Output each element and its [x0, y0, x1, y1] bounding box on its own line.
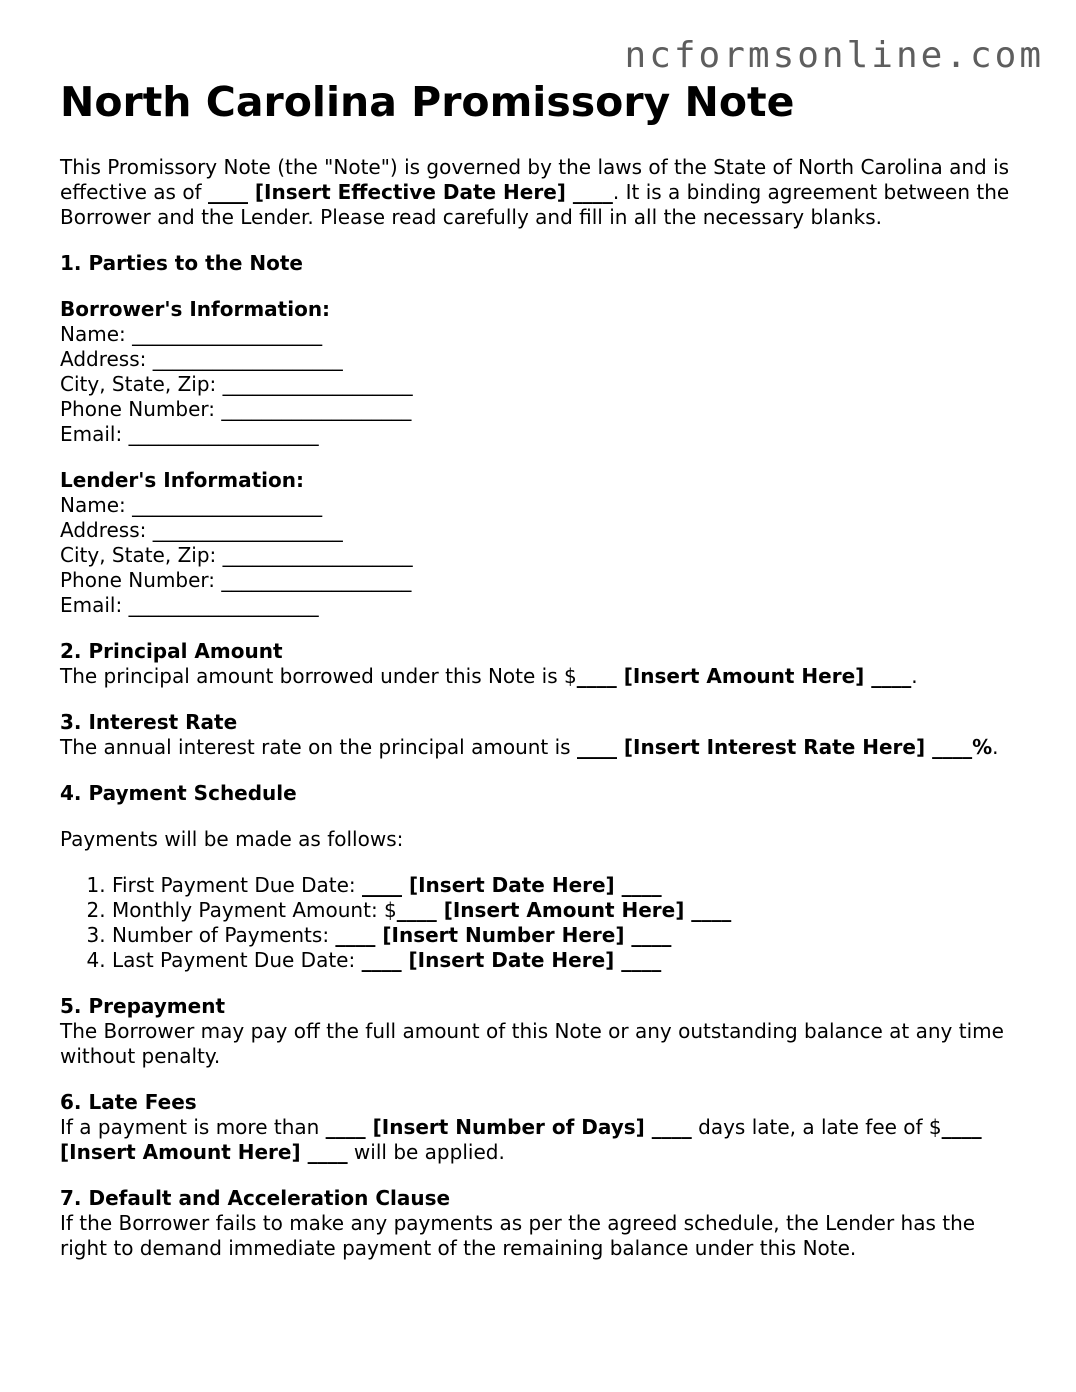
lender-phone-field: Phone Number: ___________________ — [60, 568, 412, 592]
principal-end: . — [911, 664, 918, 688]
late-fees-text-2: days late, a late fee of $ — [691, 1115, 942, 1139]
section-1-heading: 1. Parties to the Note — [60, 251, 303, 275]
effective-date-blank: ____ [Insert Effective Date Here] ____ — [207, 180, 613, 204]
list-item — [112, 948, 1020, 973]
lender-heading: Lender's Information: — [60, 468, 304, 492]
section-5-heading: 5. Prepayment — [60, 994, 225, 1018]
late-days-blank: ____ [Insert Number of Days] ____ — [325, 1115, 692, 1139]
lender-email-field: Email: ___________________ — [60, 593, 319, 617]
list-item — [112, 923, 1020, 948]
monthly-payment-label: Monthly Payment Amount: $ — [112, 898, 397, 922]
section-4-heading: 4. Payment Schedule — [60, 781, 297, 805]
borrower-heading: Borrower's Information: — [60, 297, 331, 321]
principal-text: The principal amount borrowed under this Note is $ — [60, 664, 577, 688]
payment-list — [60, 873, 1020, 973]
first-payment-date-blank: ____ [Insert Date Here] ____ — [362, 873, 662, 897]
first-payment-label: First Payment Due Date: — [112, 873, 362, 897]
borrower-city-state-zip-field: City, State, Zip: ___________________ — [60, 372, 413, 396]
lender-address-field: Address: ___________________ — [60, 518, 343, 542]
default-paragraph: If the Borrower fails to make any payments as per the agreed schedule, the Lender has the right to demand immediate payment of the remaining balance under this Note. — [60, 1211, 976, 1260]
page-title: North Carolina Promissory Note — [60, 78, 795, 126]
list-item — [112, 898, 1020, 923]
number-of-payments-blank: ____ [Insert Number Here] ____ — [335, 923, 672, 947]
borrower-name-field: Name: ___________________ — [60, 322, 323, 346]
interest-text: The annual interest rate on the principal amount is — [60, 735, 577, 759]
interest-rate-blank: ____ [Insert Interest Rate Here] ____% — [576, 735, 993, 759]
payment-schedule-intro: Payments will be made as follows: — [60, 827, 404, 851]
borrower-email-field: Email: ___________________ — [60, 422, 319, 446]
late-fees-text-3: will be applied. — [347, 1140, 505, 1164]
section-3-heading: 3. Interest Rate — [60, 710, 238, 734]
section-6-heading: 6. Late Fees — [60, 1090, 197, 1114]
last-payment-label: Last Payment Due Date: — [112, 948, 362, 972]
prepayment-paragraph: The Borrower may pay off the full amount of this Note or any outstanding balance at any time without penalty. — [60, 1019, 1004, 1068]
watermark: ncformsonline.com — [624, 35, 1044, 76]
interest-end: . — [992, 735, 999, 759]
list-item — [112, 873, 1020, 898]
principal-amount-blank: ____ [Insert Amount Here] ____ — [576, 664, 912, 688]
late-fees-text-1: If a payment is more than — [60, 1115, 326, 1139]
document — [60, 76, 1020, 1261]
late-fees-paragraph — [60, 1115, 1020, 1165]
interest-rate-paragraph — [60, 735, 1020, 760]
lender-city-state-zip-field: City, State, Zip: ___________________ — [60, 543, 413, 567]
number-of-payments-label: Number of Payments: — [112, 923, 336, 947]
borrower-address-field: Address: ___________________ — [60, 347, 343, 371]
intro-paragraph — [60, 155, 1020, 230]
section-2-heading: 2. Principal Amount — [60, 639, 283, 663]
section-7-heading: 7. Default and Acceleration Clause — [60, 1186, 451, 1210]
lender-name-field: Name: ___________________ — [60, 493, 323, 517]
principal-amount-paragraph — [60, 664, 1020, 689]
late-fee-amount-blank: ____ [Insert Amount Here] ____ — [60, 1115, 982, 1164]
intro-text-2: . It is a binding agreement between the Borrower and the Lender. Please read carefully and fill in all the necessary blanks. — [60, 180, 1010, 229]
borrower-phone-field: Phone Number: ___________________ — [60, 397, 412, 421]
last-payment-date-blank: ____ [Insert Date Here] ____ — [361, 948, 662, 972]
intro-text-1: This Promissory Note (the "Note") is governed by the laws of the State of North Carolina and is effective as of — [60, 155, 1010, 204]
monthly-payment-amount-blank: ____ [Insert Amount Here] ____ — [396, 898, 732, 922]
